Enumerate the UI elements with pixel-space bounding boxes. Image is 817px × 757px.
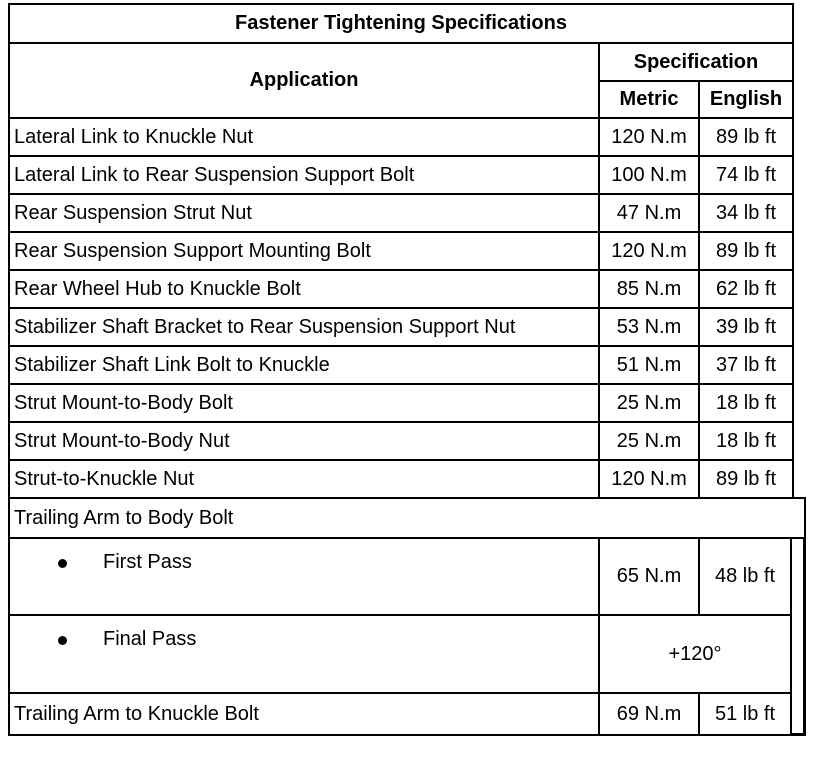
trailing-arm-group-label: Trailing Arm to Body Bolt: [8, 497, 806, 539]
english-cell: 37 lb ft: [698, 345, 794, 385]
first-pass-english: 48 lb ft: [698, 537, 792, 616]
metric-cell: 120 N.m: [598, 459, 700, 499]
first-pass-metric: 65 N.m: [598, 537, 700, 616]
english-cell: 89 lb ft: [698, 117, 794, 157]
metric-cell: 25 N.m: [598, 383, 700, 423]
application-cell: Strut Mount-to-Body Bolt: [8, 383, 600, 423]
first-pass-label-cell: [8, 537, 600, 616]
metric-cell: 47 N.m: [598, 193, 700, 233]
metric-cell: 25 N.m: [598, 421, 700, 461]
english-cell: 34 lb ft: [698, 193, 794, 233]
application-cell: Lateral Link to Rear Suspension Support Bolt: [8, 155, 600, 195]
english-cell: 39 lb ft: [698, 307, 794, 347]
english-cell: 51 lb ft: [698, 692, 792, 736]
metric-cell: 69 N.m: [598, 692, 700, 736]
english-cell: 89 lb ft: [698, 231, 794, 271]
application-cell: Rear Suspension Support Mounting Bolt: [8, 231, 600, 271]
bullet-icon: [58, 636, 67, 645]
first-pass-label: First Pass: [103, 551, 192, 573]
final-pass-label-cell: [8, 614, 600, 694]
final-pass-value: +120°: [598, 614, 792, 694]
application-cell: Strut-to-Knuckle Nut: [8, 459, 600, 499]
metric-cell: 120 N.m: [598, 231, 700, 271]
application-cell: Trailing Arm to Knuckle Bolt: [8, 692, 600, 736]
application-cell: Rear Wheel Hub to Knuckle Bolt: [8, 269, 600, 309]
metric-cell: 51 N.m: [598, 345, 700, 385]
english-cell: 89 lb ft: [698, 459, 794, 499]
english-cell: 18 lb ft: [698, 383, 794, 423]
header-specification: Specification: [598, 42, 794, 82]
english-cell: 18 lb ft: [698, 421, 794, 461]
application-cell: Rear Suspension Strut Nut: [8, 193, 600, 233]
application-cell: Stabilizer Shaft Bracket to Rear Suspension Support Nut: [8, 307, 600, 347]
application-cell: Strut Mount-to-Body Nut: [8, 421, 600, 461]
application-cell: Lateral Link to Knuckle Nut: [8, 117, 600, 157]
header-english: English: [698, 80, 794, 119]
final-pass-label: Final Pass: [103, 628, 197, 650]
table-title: Fastener Tightening Specifications: [8, 3, 794, 44]
header-application: Application: [8, 42, 600, 119]
metric-cell: 85 N.m: [598, 269, 700, 309]
english-cell: 74 lb ft: [698, 155, 794, 195]
metric-cell: 120 N.m: [598, 117, 700, 157]
english-cell: 62 lb ft: [698, 269, 794, 309]
metric-cell: 53 N.m: [598, 307, 700, 347]
bullet-icon: [58, 559, 67, 568]
metric-cell: 100 N.m: [598, 155, 700, 195]
group-bottom-border: [790, 733, 806, 736]
group-right-border: [803, 537, 806, 736]
application-cell: Stabilizer Shaft Link Bolt to Knuckle: [8, 345, 600, 385]
header-metric: Metric: [598, 80, 700, 119]
